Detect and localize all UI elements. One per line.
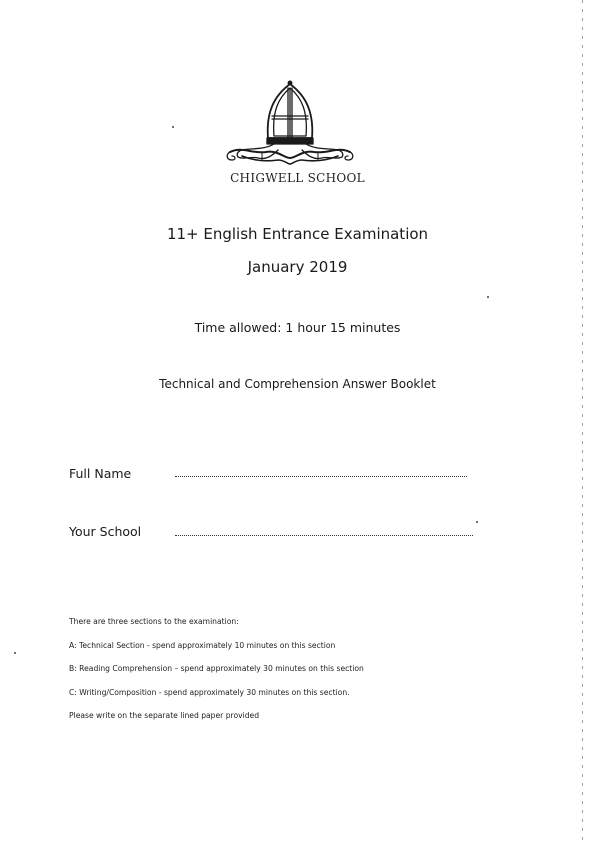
booklet-title: Technical and Comprehension Answer Booklet bbox=[159, 377, 436, 391]
scan-edge-mark bbox=[582, 0, 583, 842]
time-allowed: Time allowed: 1 hour 15 minutes bbox=[194, 320, 401, 335]
instructions-intro: There are three sections to the examination: bbox=[69, 617, 239, 626]
scan-speck bbox=[172, 126, 174, 128]
full-name-label: Full Name bbox=[69, 466, 132, 481]
exam-date: January 2019 bbox=[247, 258, 348, 276]
your-school-label: Your School bbox=[69, 524, 142, 539]
full-name-field[interactable] bbox=[175, 474, 467, 477]
instruction-section-b: B: Reading Comprehension – spend approximately 30 minutes on this section bbox=[69, 664, 364, 674]
scan-speck bbox=[476, 521, 478, 523]
instruction-section-a: A: Technical Section - spend approximately 10 minutes on this section bbox=[69, 640, 336, 650]
scan-speck bbox=[487, 296, 489, 298]
scan-speck bbox=[14, 652, 16, 654]
instructions-block bbox=[69, 610, 539, 728]
school-name: CHIGWELL SCHOOL bbox=[230, 171, 365, 185]
instruction-section-c: C: Writing/Composition - spend approximately 30 minutes on this section. bbox=[69, 687, 350, 697]
your-school-field[interactable] bbox=[175, 533, 473, 536]
instruction-note: Please write on the separate lined paper provided bbox=[69, 711, 260, 721]
exam-title: 11+ English Entrance Examination bbox=[166, 225, 429, 243]
school-crest-logo bbox=[222, 80, 358, 172]
